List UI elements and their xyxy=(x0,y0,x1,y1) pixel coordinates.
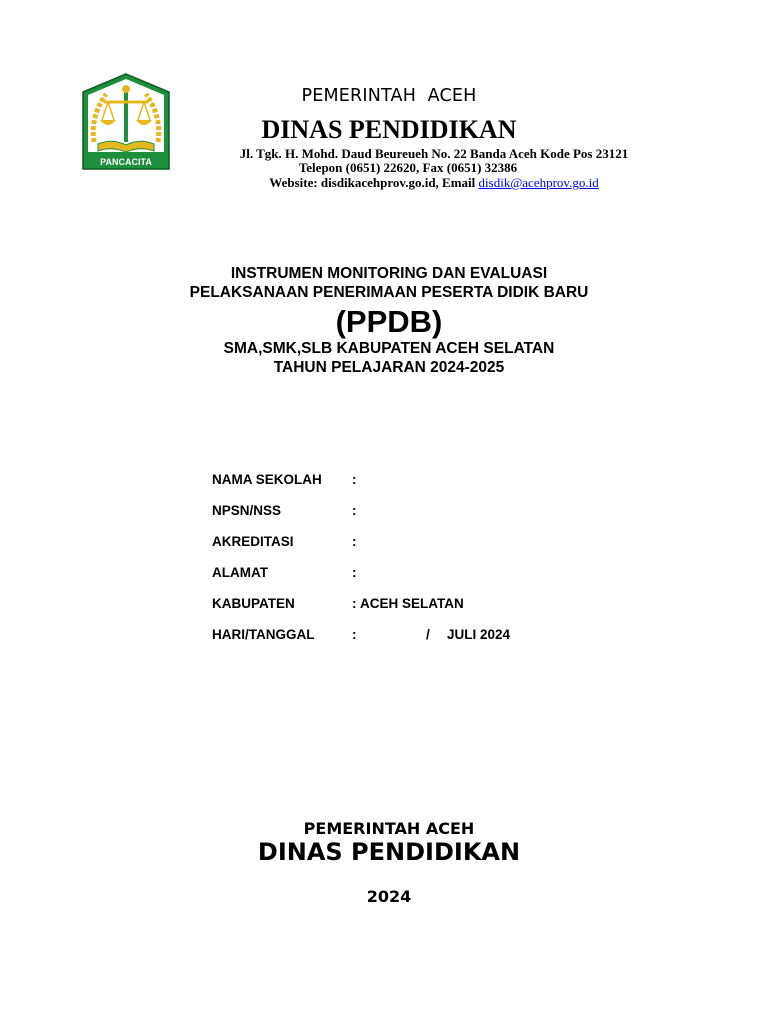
field-label: ALAMAT xyxy=(212,565,268,580)
field-label: NAMA SEKOLAH xyxy=(212,472,322,487)
letterhead-website: Website: disdikacehprov.go.id, Email xyxy=(269,175,479,190)
letterhead-contact xyxy=(0,175,768,191)
field-row-npsn xyxy=(212,503,632,534)
letterhead-government: PEMERINTAH ACEH xyxy=(301,86,477,106)
letterhead-address: Jl. Tgk. H. Mohd. Daud Beureueh No. 22 Banda Aceh Kode Pos 23121 xyxy=(239,146,629,161)
field-colon: : xyxy=(352,565,357,580)
title-line-1: INSTRUMEN MONITORING DAN EVALUASI xyxy=(230,265,548,282)
title-line-3: SMA,SMK,SLB KABUPATEN ACEH SELATAN xyxy=(223,340,555,357)
field-label: KABUPATEN xyxy=(212,596,295,611)
field-row-alamat xyxy=(212,565,632,596)
title-line-2: PELAKSANAAN PENERIMAAN PESERTA DIDIK BARU xyxy=(189,284,589,301)
letterhead-email-link[interactable]: disdik@acehprov.go.id xyxy=(478,175,599,190)
footer-government: PEMERINTAH ACEH xyxy=(303,819,475,838)
school-identity-fields xyxy=(212,472,632,658)
field-colon: : xyxy=(352,596,357,611)
field-value: ACEH SELATAN xyxy=(360,596,464,611)
field-row-kabupaten xyxy=(212,596,632,627)
field-month-year: JULI 2024 xyxy=(447,627,511,642)
footer-department: DINAS PENDIDIKAN xyxy=(257,838,521,866)
field-colon: : xyxy=(352,534,357,549)
field-row-nama-sekolah xyxy=(212,472,632,503)
field-date-separator: / xyxy=(426,627,430,642)
field-label: AKREDITASI xyxy=(212,534,294,549)
field-colon: : xyxy=(352,472,357,487)
footer-year: 2024 xyxy=(366,887,412,906)
letterhead-department: DINAS PENDIDIKAN xyxy=(261,115,517,144)
title-line-4: TAHUN PELAJARAN 2024-2025 xyxy=(273,359,505,376)
title-acronym: (PPDB) xyxy=(335,304,443,339)
field-colon: : xyxy=(352,627,357,642)
letterhead-phone: Telepon (0651) 22620, Fax (0651) 32386 xyxy=(298,160,518,175)
field-colon: : xyxy=(352,503,357,518)
field-label: HARI/TANGGAL xyxy=(212,627,315,642)
field-row-hari-tanggal xyxy=(212,627,632,658)
field-label: NPSN/NSS xyxy=(212,503,282,518)
logo-banner-text: PANCACITA xyxy=(100,157,152,167)
field-row-akreditasi xyxy=(212,534,632,565)
